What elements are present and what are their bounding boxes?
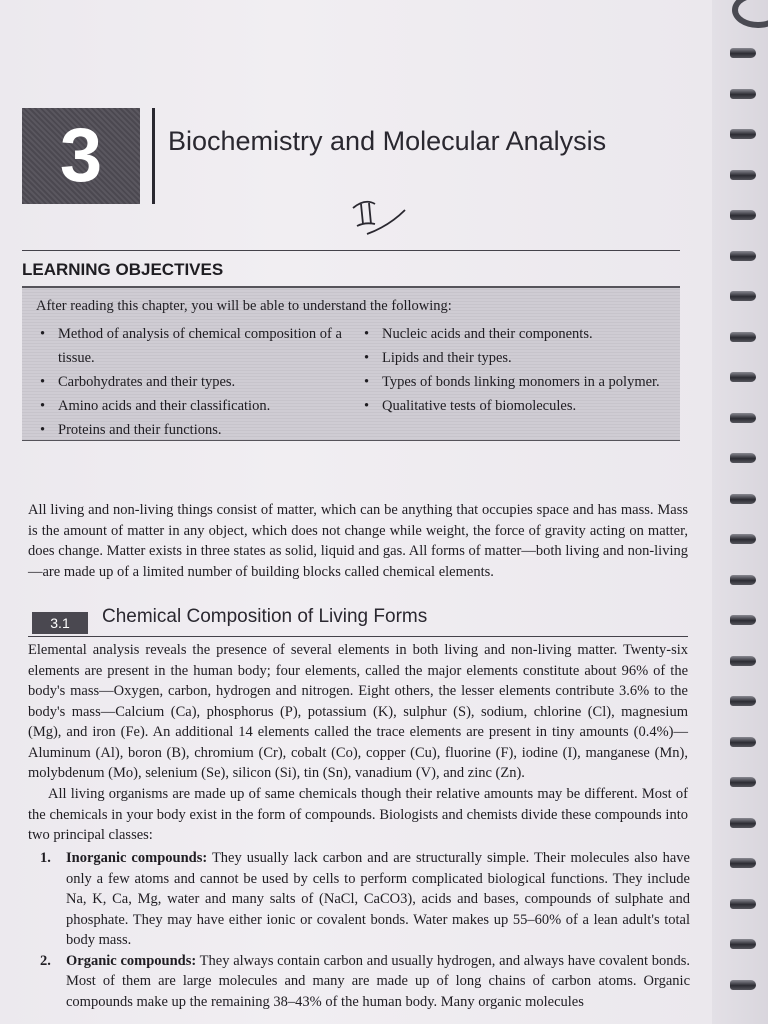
spiral-coil-icon [730,737,756,747]
spiral-coil-icon [730,534,756,544]
spiral-coil-icon [730,494,756,504]
list-item-number: 1. [40,850,51,866]
spiral-coil-icon [730,251,756,261]
chapter-header-divider [152,108,155,204]
objective-item: • Carbohydrates and their types. [36,370,366,394]
objective-item: • Lipids and their types. [360,346,680,370]
spiral-coil-icon [730,48,756,58]
objectives-intro: After reading this chapter, you will be able to understand the following: [36,298,452,314]
objective-item: • Method of analysis of chemical composition of a tissue. [36,322,366,370]
spiral-coil-icon [730,210,756,220]
objectives-top-rule [22,250,680,251]
spiral-coil-icon [730,980,756,990]
objectives-left-list [36,322,366,442]
compound-class-list [28,848,690,1012]
spiral-coil-icon [730,129,756,139]
handwritten-note-icon [345,190,415,240]
spiral-coil-icon [730,170,756,180]
section-number: 3.1 [32,612,88,634]
spiral-coil-icon [730,332,756,342]
objectives-right-list [360,322,680,418]
spiral-coil-icon [730,615,756,625]
objective-item: • Proteins and their functions. [36,418,366,442]
section-paragraph-1: Elemental analysis reveals the presence of several elements in both living and non-living matter. Twenty-six elements are present in the human body; four elements, called the major elements constitute about 96% of the body's mass—Oxygen, carbon, hydrogen and nitrogen. Eight others, the lesser elements contribute 3.6% to the body's mass—Calcium (Ca), phosphorus (P), potassium (K), sulphur (S), sodium, chlorine (Cl), magnesium (Mg), and iron (Fe). An additional 14 elements called the trace elements are present in tiny amounts (0.4%)— Aluminum (Al), boron (B), chromium (Cr), cobalt (Co), copper (Cu), fluorine (F), iodine (I), manganese (Mn), molybdenum (Mo), selenium (Se), silicon (Si), tin (Sn), vanadium (V), and zinc (Zn). [28,642,688,781]
list-item [28,848,690,951]
objective-item: • Qualitative tests of biomolecules. [360,394,680,418]
spiral-coil-icon [730,575,756,585]
spiral-coil-icon [730,372,756,382]
spiral-binding [712,0,768,1024]
binder-ring-icon [732,0,768,28]
objectives-heading: LEARNING OBJECTIVES [22,260,224,279]
spiral-coil-icon [730,777,756,787]
section-rule [28,636,688,637]
spiral-coil-icon [730,818,756,828]
chapter-number: 3 [59,113,103,198]
section-title: Chemical Composition of Living Forms [102,606,428,627]
list-item-text: They always contain carbon and usually hydrogen, and always have covalent bonds. Most of them are large molecules and many are made up of long chains of carbon atoms. Organic compounds make up the remaining 38–43% of the human body. Many organic molecules [66,952,690,1010]
intro-paragraph: All living and non-living things consist of matter, which can be anything that occupies space and has mass. Mass is the amount of matter in any object, which does not change while weight, the force of gravity acting on matter, does change. Matter exists in three states as solid, liquid and gas. All forms of matter—both living and non-living—are made up of a limited number of building blocks called chemical elements. [28,502,688,580]
spiral-coil-icon [730,939,756,949]
list-item-term: Inorganic compounds: [66,850,208,866]
chapter-title: Biochemistry and Molecular Analysis [168,126,607,156]
spiral-coil-icon [730,453,756,463]
objective-item: • Amino acids and their classification. [36,394,366,418]
objective-item: • Nucleic acids and their components. [360,322,680,346]
list-item-term: Organic compounds: [66,952,197,969]
section-paragraph-2: All living organisms are made up of same chemicals though their relative amounts may be different. Most of the chemicals in your body exist in the form of compounds. Biologists and chemists divide these compounds into two principal classes: [28,786,688,843]
spiral-coil-icon [730,696,756,706]
spiral-coil-icon [730,291,756,301]
objectives-box [22,286,680,440]
list-item-number: 2. [40,952,51,969]
spiral-coil-icon [730,899,756,909]
spiral-coil-icon [730,89,756,99]
list-item-text: They usually lack carbon and are structurally simple. Their molecules also have only a few atoms and cannot be used by cells to perform complicated biological functions. They include Na, K, Ca, Mg, water and many salts of (NaCl, CaCO3), acids and bases, compounds of sulphate and phosphate. They may have either ionic or covalent bonds. Water makes up 55–60% of a lean adult's total body mass. [66,850,690,948]
objective-item: • Types of bonds linking monomers in a polymer. [360,370,680,394]
chapter-number-box [22,108,140,204]
spiral-coil-icon [730,413,756,423]
objectives-bottom-rule [22,440,680,441]
spiral-coil-icon [730,656,756,666]
spiral-coil-icon [730,858,756,868]
list-item [28,951,690,1013]
